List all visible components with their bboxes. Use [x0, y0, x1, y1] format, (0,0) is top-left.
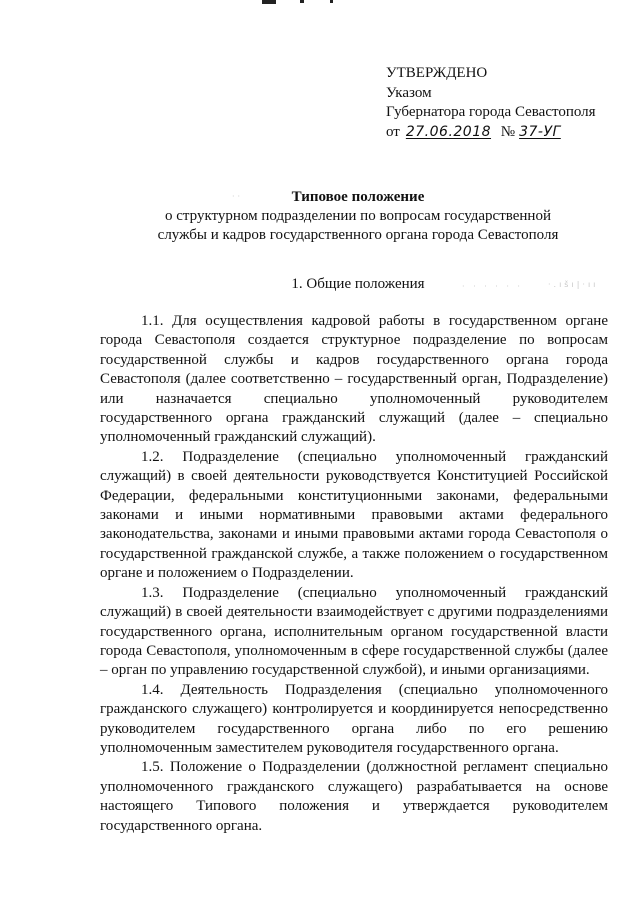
- document-subtitle-line-1: о структурном подразделении по вопросам государственной: [165, 208, 551, 224]
- scan-artifact-top-3: [330, 0, 333, 3]
- document-title-block: [100, 188, 616, 245]
- paragraph-1-4: 1.4. Деятельность Подразделения (специально уполномоченного гражданского служащего) контролируется и координируется непосредственно руководителем государственного органа либо по его решению уполномоченным заместителем руководителя государственного органа.: [100, 681, 608, 756]
- scan-artifact-top-1: [262, 0, 276, 4]
- section-heading: 1. Общие положения: [291, 276, 425, 292]
- scan-smudge-section-right: ·.ıšı|·ıı: [548, 280, 599, 289]
- number-prefix: №: [500, 123, 516, 140]
- document-subtitle-line-2: службы и кадров государственного органа города Севастополя: [157, 227, 559, 243]
- approval-authority: Губернатора города Севастополя: [386, 104, 596, 120]
- scan-smudge-section: · · · · · ·: [462, 282, 523, 291]
- handwritten-date: 27.06.2018: [405, 123, 492, 140]
- handwritten-number: 37-УГ: [519, 123, 561, 140]
- scan-artifact-top-2: [300, 0, 304, 3]
- paragraph-1-3: 1.3. Подразделение (специально уполномоченный гражданский служащий) в своей деятельности взаимодействует с другими подразделениями государственного органа, исполнительным органом государственной власти города Севастополя, уполномоченным в сфере государственной службы (далее – орган по управлению государственной службой), и иными организациями.: [100, 584, 608, 679]
- scan-smudge-title: ··: [232, 192, 244, 201]
- approval-stamp-block: [386, 64, 596, 142]
- paragraph-1-2: 1.2. Подразделение (специально уполномоченный гражданский служащий) в своей деятельности руководствуется Конституцией Российской Федерации, федеральными конституционными законами, федеральными законами и иными нормативными правовыми актами федерального законодательства, законами и иными правовыми актами города Севастополя о государственной гражданской службе, а также положением о государственном органе и положением о Подразделении.: [100, 448, 608, 582]
- approval-title: УТВЕРЖДЕНО: [386, 65, 488, 81]
- paragraph-1-5: 1.5. Положение о Подразделении (должностной регламент специально уполномоченного гражданского служащего) разрабатывается на основе настоящего Типового положения и утверждается руководителем государственного органа.: [100, 759, 608, 834]
- date-prefix: от: [386, 123, 400, 140]
- approval-date-line: [386, 123, 596, 143]
- approval-decree: Указом: [386, 84, 432, 101]
- paragraph-1-1: 1.1. Для осуществления кадровой работы в государственном органе города Севастополя создается структурное подразделение по вопросам государственной службы и кадров государственного органа города Севастополя (далее соответственно – государственный орган, Подразделение) или назначается специально уполномоченный руководителем государственного органа гражданский служащий (далее – специально уполномоченный гражданский служащий).: [100, 313, 608, 446]
- document-body: [100, 312, 608, 836]
- document-title: Типовое положение: [291, 189, 425, 205]
